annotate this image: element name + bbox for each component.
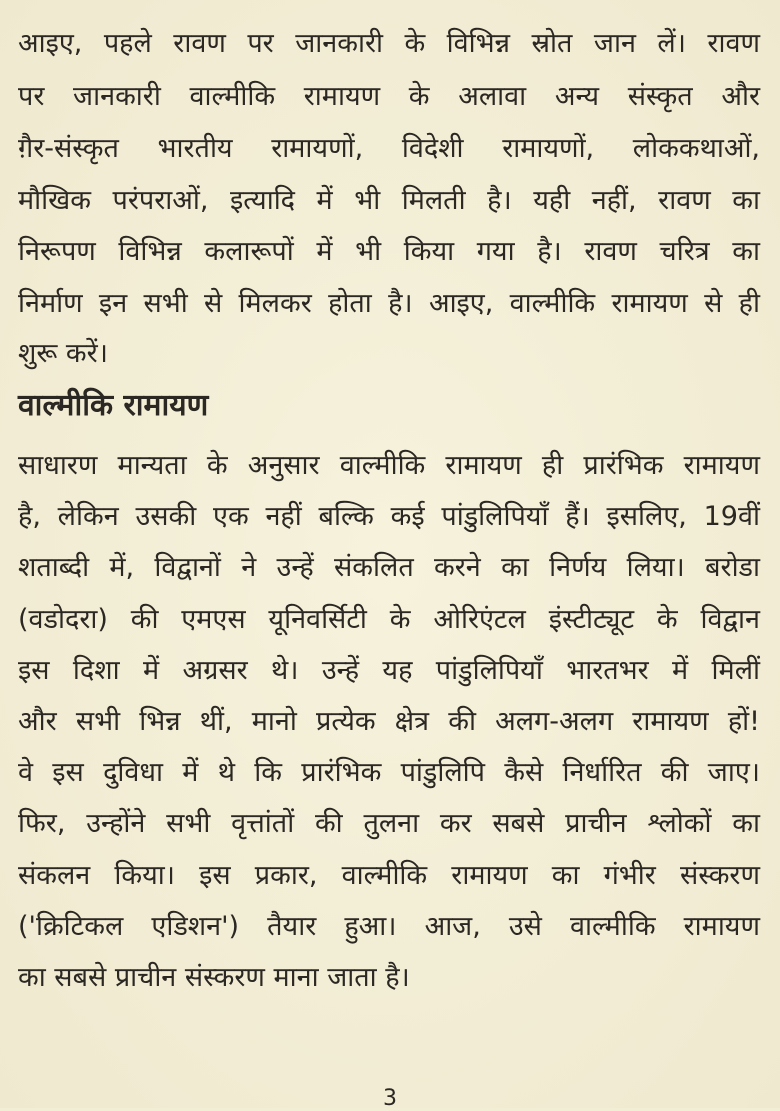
text-line: वे इस दुविधा में थे कि प्रारंभिक पांडुलिपि कैसे निर्धारित की जाए।: [18, 757, 760, 788]
section-heading: वाल्मीकि रामायण: [18, 388, 209, 423]
text-line: है, लेकिन उसकी एक नहीं बल्कि कई पांडुलिपियाँ हैं। इसलिए, 19वीं: [18, 501, 760, 532]
text-line: निरूपण विभिन्न कलारूपों में भी किया गया है। रावण चरित्र का: [18, 236, 760, 267]
text-line: मौखिक परंपराओं, इत्यादि में भी मिलती है। यही नहीं, रावण का: [18, 185, 760, 216]
text-line: निर्माण इन सभी से मिलकर होता है। आइए, वाल्मीकि रामायण से ही: [18, 288, 760, 319]
text-line: पर जानकारी वाल्मीकि रामायण के अलावा अन्य संस्कृत और: [18, 81, 760, 112]
text-line: (वडोदरा) की एमएस यूनिवर्सिटी के ओरिएंटल इंस्टीट्यूट के विद्वान: [18, 604, 760, 635]
page-number: 3: [383, 1086, 397, 1111]
text-line: शुरू करें।: [18, 338, 108, 369]
text-line: ('क्रिटिकल एडिशन') तैयार हुआ। आज, उसे वाल्मीकि रामायण: [18, 911, 760, 942]
text-line: इस दिशा में अग्रसर थे। उन्हें यह पांडुलिपियाँ भारतभर में मिलीं: [18, 655, 760, 686]
text-line: ग़ैर-संस्कृत भारतीय रामायणों, विदेशी रामायणों, लोककथाओं,: [18, 133, 760, 164]
text-line: फिर, उन्होंने सभी वृत्तांतों की तुलना कर सबसे प्राचीन श्लोकों का: [18, 808, 760, 839]
text-line: संकलन किया। इस प्रकार, वाल्मीकि रामायण का गंभीर संस्करण: [18, 860, 760, 891]
text-line: आइए, पहले रावण पर जानकारी के विभिन्न स्रोत जान लें। रावण: [18, 28, 760, 59]
text-line: का सबसे प्राचीन संस्करण माना जाता है।: [18, 962, 410, 993]
text-line: शताब्दी में, विद्वानों ने उन्हें संकलित करने का निर्णय लिया। बरोडा: [18, 552, 760, 583]
text-line: और सभी भिन्न थीं, मानो प्रत्येक क्षेत्र की अलग-अलग रामायण हों!: [18, 706, 760, 737]
text-line: साधारण मान्यता के अनुसार वाल्मीकि रामायण ही प्रारंभिक रामायण: [18, 450, 760, 481]
